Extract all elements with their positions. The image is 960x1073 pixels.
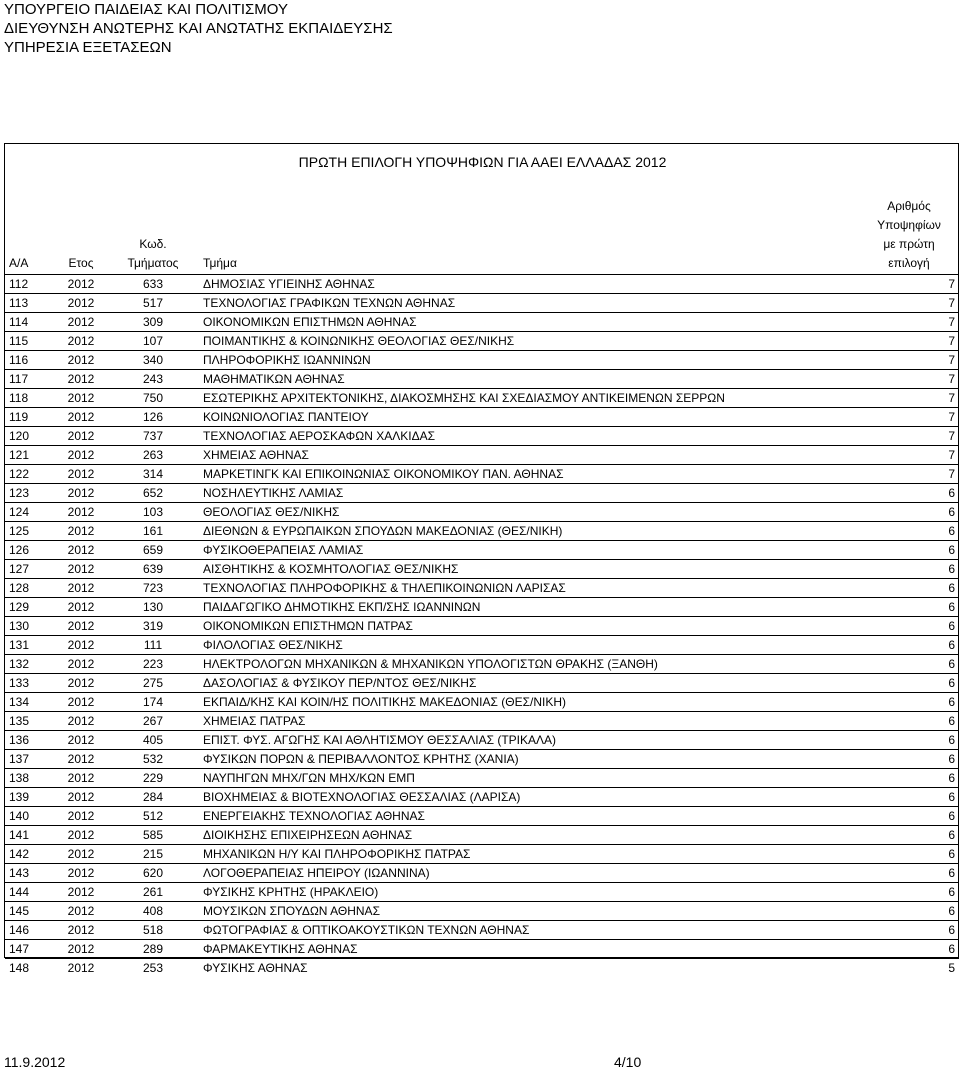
cell-count: 6: [859, 901, 959, 920]
cell-code: 289: [107, 939, 199, 958]
cell-aa: 117: [5, 369, 55, 388]
cell-year: 2012: [55, 369, 107, 388]
cell-year: 2012: [55, 350, 107, 369]
cell-code: 107: [107, 331, 199, 350]
cell-department: ΘΕΟΛΟΓΙΑΣ ΘΕΣ/ΝΙΚΗΣ: [199, 502, 859, 521]
cell-year: 2012: [55, 521, 107, 540]
cell-aa: 146: [5, 920, 55, 939]
cell-department: ΔΗΜΟΣΙΑΣ ΥΓΙΕΙΝΗΣ ΑΘΗΝΑΣ: [199, 274, 859, 293]
cell-count: 6: [859, 825, 959, 844]
table-row: [5, 806, 959, 825]
cell-year: 2012: [55, 635, 107, 654]
cell-count: 6: [859, 806, 959, 825]
cell-count: 7: [859, 426, 959, 445]
cell-code: 319: [107, 616, 199, 635]
table-row: [5, 901, 959, 920]
cell-department: ΛΟΓΟΘΕΡΑΠΕΙΑΣ ΗΠΕΙΡΟΥ (ΙΩΑΝΝΙΝΑ): [199, 863, 859, 882]
cell-year: 2012: [55, 882, 107, 901]
cell-count: 5: [948, 960, 955, 975]
cell-code: 737: [107, 426, 199, 445]
table-row: [5, 464, 959, 483]
cell-department: ΔΙΕΘΝΩΝ & ΕΥΡΩΠΑΙΚΩΝ ΣΠΟΥΔΩΝ ΜΑΚΕΔΟΝΙΑΣ (ΘΕΣ/ΝΙΚΗ): [199, 521, 859, 540]
table-row: [5, 616, 959, 635]
cell-year: 2012: [55, 559, 107, 578]
cell-code: 161: [107, 521, 199, 540]
cell-year: 2012: [55, 920, 107, 939]
cell-count: 7: [859, 388, 959, 407]
cell-code: 518: [107, 920, 199, 939]
cell-year: 2012: [55, 806, 107, 825]
cell-year: 2012: [55, 711, 107, 730]
cell-aa: 119: [5, 407, 55, 426]
header-year: Ετος: [55, 194, 107, 274]
table-row: [5, 711, 959, 730]
cell-code: 263: [107, 445, 199, 464]
table-row: [5, 521, 959, 540]
cell-year: 2012: [55, 616, 107, 635]
cell-code: 405: [107, 730, 199, 749]
table-row: [5, 578, 959, 597]
cell-department: ΦΥΣΙΚΟΘΕΡΑΠΕΙΑΣ ΛΑΜΙΑΣ: [199, 540, 859, 559]
cell-count: 7: [859, 350, 959, 369]
cell-code: 309: [107, 312, 199, 331]
cell-aa: 137: [5, 749, 55, 768]
cell-department: ΦΥΣΙΚΗΣ ΑΘΗΝΑΣ: [203, 960, 308, 975]
cell-code: 750: [107, 388, 199, 407]
header-count-line3: με πρώτη: [883, 236, 935, 251]
cell-count: 6: [859, 787, 959, 806]
cell-aa: 129: [5, 597, 55, 616]
cell-count: 6: [859, 882, 959, 901]
cell-year: 2012: [55, 825, 107, 844]
cell-department: ΔΑΣΟΛΟΓΙΑΣ & ΦΥΣΙΚΟΥ ΠΕΡ/ΝΤΟΣ ΘΕΣ/ΝΙΚΗΣ: [199, 673, 859, 692]
cell-department: ΦΙΛΟΛΟΓΙΑΣ ΘΕΣ/ΝΙΚΗΣ: [199, 635, 859, 654]
table-row: [5, 844, 959, 863]
cell-department: ΠΑΙΔΑΓΩΓΙΚΟ ΔΗΜΟΤΙΚΗΣ ΕΚΠ/ΣΗΣ ΙΩΑΝΝΙΝΩΝ: [199, 597, 859, 616]
cell-department: ΠΛΗΡΟΦΟΡΙΚΗΣ ΙΩΑΝΝΙΝΩΝ: [199, 350, 859, 369]
cell-department: ΕΠΙΣΤ. ΦΥΣ. ΑΓΩΓΗΣ ΚΑΙ ΑΘΛΗΤΙΣΜΟΥ ΘΕΣΣΑΛΙΑΣ (ΤΡΙΚΑΛΑ): [199, 730, 859, 749]
cell-code: 652: [107, 483, 199, 502]
cell-code: 223: [107, 654, 199, 673]
cell-aa: 142: [5, 844, 55, 863]
cell-aa: 148: [9, 960, 30, 975]
cell-code: 215: [107, 844, 199, 863]
cell-department: ΝΑΥΠΗΓΩΝ ΜΗΧ/ΓΩΝ ΜΗΧ/ΚΩΝ ΕΜΠ: [199, 768, 859, 787]
table-row: [5, 312, 959, 331]
cell-code: 267: [107, 711, 199, 730]
cell-aa: 135: [5, 711, 55, 730]
cell-year: 2012: [55, 483, 107, 502]
table-row: [5, 274, 959, 293]
cell-aa: 122: [5, 464, 55, 483]
cell-aa: 141: [5, 825, 55, 844]
table-row: [5, 939, 959, 958]
cell-count: 7: [859, 331, 959, 350]
table-row: [5, 293, 959, 312]
table-row: [5, 673, 959, 692]
cell-count: 6: [859, 578, 959, 597]
cell-department: ΦΥΣΙΚΗΣ ΚΡΗΤΗΣ (ΗΡΑΚΛΕΙΟ): [199, 882, 859, 901]
table-row: [5, 597, 959, 616]
cell-code: 253: [142, 960, 164, 975]
cell-code: 723: [107, 578, 199, 597]
cell-code: 261: [107, 882, 199, 901]
table-row: [5, 502, 959, 521]
cell-year: 2012: [55, 578, 107, 597]
service-name: ΥΠΗΡΕΣΙΑ ΕΞΕΤΑΣΕΩΝ: [4, 39, 172, 56]
table-row: [5, 350, 959, 369]
cell-department: ΝΟΣΗΛΕΥΤΙΚΗΣ ΛΑΜΙΑΣ: [199, 483, 859, 502]
cell-year: 2012: [55, 654, 107, 673]
cell-code: 126: [107, 407, 199, 426]
cell-department: ΧΗΜΕΙΑΣ ΠΑΤΡΑΣ: [199, 711, 859, 730]
cell-count: 6: [859, 939, 959, 958]
cell-count: 7: [859, 407, 959, 426]
header-count-line4: επιλογή: [888, 255, 930, 270]
cell-code: 620: [107, 863, 199, 882]
cell-department: ΕΣΩΤΕΡΙΚΗΣ ΑΡΧΙΤΕΚΤΟΝΙΚΗΣ, ΔΙΑΚΟΣΜΗΣΗΣ ΚΑΙ ΣΧΕΔΙΑΣΜΟΥ ΑΝΤΙΚΕΙΜΕΝΩΝ ΣΕΡΡΩΝ: [199, 388, 859, 407]
cell-year: 2012: [55, 426, 107, 445]
cell-count: 6: [859, 673, 959, 692]
table-body: [5, 274, 959, 977]
cell-aa: 128: [5, 578, 55, 597]
cell-code: 130: [107, 597, 199, 616]
cell-aa: 138: [5, 768, 55, 787]
cell-year: 2012: [55, 673, 107, 692]
cell-year: 2012: [55, 274, 107, 293]
cell-count: 6: [859, 597, 959, 616]
cell-aa: 136: [5, 730, 55, 749]
table-row: [5, 730, 959, 749]
cell-year: 2012: [55, 901, 107, 920]
results-table: [5, 194, 959, 977]
cell-department: ΤΕΧΝΟΛΟΓΙΑΣ ΠΛΗΡΟΦΟΡΙΚΗΣ & ΤΗΛΕΠΙΚΟΙΝΩΝΙΩΝ ΛΑΡΙΣΑΣ: [199, 578, 859, 597]
cell-count: 6: [859, 654, 959, 673]
ministry-name: ΥΠΟΥΡΓΕΙΟ ΠΑΙΔΕΙΑΣ ΚΑΙ ΠΟΛΙΤΙΣΜΟΥ: [4, 1, 288, 18]
cell-year: 2012: [55, 312, 107, 331]
header-aa: Α/Α: [5, 194, 55, 274]
cell-code: 103: [107, 502, 199, 521]
cell-department: ΤΕΧΝΟΛΟΓΙΑΣ ΑΕΡΟΣΚΑΦΩΝ ΧΑΛΚΙΔΑΣ: [199, 426, 859, 445]
cell-year: 2012: [55, 464, 107, 483]
header-count-line1: Αριθμός: [887, 198, 931, 213]
cell-year: 2012: [55, 730, 107, 749]
cell-code: 512: [107, 806, 199, 825]
cell-aa: 145: [5, 901, 55, 920]
table-row: [5, 882, 959, 901]
cell-code: 517: [107, 293, 199, 312]
cell-department: ΧΗΜΕΙΑΣ ΑΘΗΝΑΣ: [199, 445, 859, 464]
header-department: Τμήμα: [199, 194, 859, 274]
cell-code: 314: [107, 464, 199, 483]
cell-department: ΤΕΧΝΟΛΟΓΙΑΣ ΓΡΑΦΙΚΩΝ ΤΕΧΝΩΝ ΑΘΗΝΑΣ: [199, 293, 859, 312]
cell-aa: 116: [5, 350, 55, 369]
footer-date: 11.9.2012: [4, 1054, 66, 1070]
cell-count: 7: [859, 312, 959, 331]
cell-year: 2012: [55, 597, 107, 616]
header-count: [859, 194, 959, 274]
cell-year: 2012: [55, 540, 107, 559]
cell-department: ΑΙΣΘΗΤΙΚΗΣ & ΚΟΣΜΗΤΟΛΟΓΙΑΣ ΘΕΣ/ΝΙΚΗΣ: [199, 559, 859, 578]
cell-code: 532: [107, 749, 199, 768]
cell-aa: 120: [5, 426, 55, 445]
cell-year: 2012: [67, 960, 95, 975]
table-row: [5, 407, 959, 426]
cell-code: 275: [107, 673, 199, 692]
cell-year: 2012: [55, 502, 107, 521]
table-row: [5, 559, 959, 578]
cell-count: 6: [859, 863, 959, 882]
cell-count: 7: [859, 464, 959, 483]
cell-year: 2012: [55, 768, 107, 787]
cell-department: ΠΟΙΜΑΝΤΙΚΗΣ & ΚΟΙΝΩΝΙΚΗΣ ΘΕΟΛΟΓΙΑΣ ΘΕΣ/ΝΙΚΗΣ: [199, 331, 859, 350]
cell-count: 7: [859, 274, 959, 293]
table-row: [5, 635, 959, 654]
cell-aa: 130: [5, 616, 55, 635]
cell-aa: 133: [5, 673, 55, 692]
cell-count: 6: [859, 730, 959, 749]
cell-year: 2012: [55, 844, 107, 863]
cell-code: 585: [107, 825, 199, 844]
table-row: [5, 863, 959, 882]
org-header: [4, 0, 393, 57]
cell-aa: 125: [5, 521, 55, 540]
cell-aa: 143: [5, 863, 55, 882]
cell-year: 2012: [55, 388, 107, 407]
table-row: [5, 426, 959, 445]
header-code-line1: Κωδ.: [139, 236, 167, 251]
cell-aa: 118: [5, 388, 55, 407]
cell-aa: 139: [5, 787, 55, 806]
cell-year: 2012: [55, 445, 107, 464]
table-row: [5, 749, 959, 768]
cell-department: ΦΥΣΙΚΩΝ ΠΟΡΩΝ & ΠΕΡΙΒΑΛΛΟΝΤΟΣ ΚΡΗΤΗΣ (ΧΑΝΙΑ): [199, 749, 859, 768]
cell-aa: 113: [5, 293, 55, 312]
header-code-line2: Τμήματος: [127, 255, 179, 270]
cell-code: 408: [107, 901, 199, 920]
cell-department: ΕΚΠΑΙΔ/ΚΗΣ ΚΑΙ ΚΟΙΝ/ΗΣ ΠΟΛΙΤΙΚΗΣ ΜΑΚΕΔΟΝΙΑΣ (ΘΕΣ/ΝΙΚΗ): [199, 692, 859, 711]
cell-department: ΦΑΡΜΑΚΕΥΤΙΚΗΣ ΑΘΗΝΑΣ: [199, 939, 859, 958]
table-row: [5, 654, 959, 673]
cell-year: 2012: [55, 407, 107, 426]
cell-count: 7: [859, 445, 959, 464]
cell-aa: 127: [5, 559, 55, 578]
cell-department: ΜΑΘΗΜΑΤΙΚΩΝ ΑΘΗΝΑΣ: [199, 369, 859, 388]
cell-department: ΗΛΕΚΤΡΟΛΟΓΩΝ ΜΗΧΑΝΙΚΩΝ & ΜΗΧΑΝΙΚΩΝ ΥΠΟΛΟΓΙΣΤΩΝ ΘΡΑΚΗΣ (ΞΑΝΘΗ): [199, 654, 859, 673]
cell-code: 633: [107, 274, 199, 293]
cell-department: ΟΙΚΟΝΟΜΙΚΩΝ ΕΠΙΣΤΗΜΩΝ ΠΑΤΡΑΣ: [199, 616, 859, 635]
cell-department: ΦΩΤΟΓΡΑΦΙΑΣ & ΟΠΤΙΚΟΑΚΟΥΣΤΙΚΩΝ ΤΕΧΝΩΝ ΑΘΗΝΑΣ: [199, 920, 859, 939]
cell-year: 2012: [55, 692, 107, 711]
cell-count: 7: [859, 369, 959, 388]
cell-year: 2012: [55, 787, 107, 806]
cell-aa: 114: [5, 312, 55, 331]
table-row: [5, 768, 959, 787]
cell-aa: 140: [5, 806, 55, 825]
cell-department: ΟΙΚΟΝΟΜΙΚΩΝ ΕΠΙΣΤΗΜΩΝ ΑΘΗΝΑΣ: [199, 312, 859, 331]
cell-code: 340: [107, 350, 199, 369]
cell-code: 284: [107, 787, 199, 806]
table-row: [5, 787, 959, 806]
cell-count: 6: [859, 502, 959, 521]
cell-code: 229: [107, 768, 199, 787]
table-row: [5, 920, 959, 939]
cell-year: 2012: [55, 331, 107, 350]
header-code: [107, 194, 199, 274]
table-row: [5, 540, 959, 559]
table-row: [5, 958, 959, 977]
table-row: [5, 331, 959, 350]
table-row: [5, 445, 959, 464]
table-row: [5, 825, 959, 844]
directorate-name: ΔΙΕΥΘΥΝΣΗ ΑΝΩΤΕΡΗΣ ΚΑΙ ΑΝΩΤΑΤΗΣ ΕΚΠΑΙΔΕΥΣΗΣ: [4, 20, 393, 37]
cell-aa: 147: [5, 939, 55, 958]
cell-count: 6: [859, 749, 959, 768]
footer-page-number: 4/10: [614, 1054, 642, 1070]
cell-code: 639: [107, 559, 199, 578]
report-title: ΠΡΩΤΗ ΕΠΙΛΟΓΗ ΥΠΟΨΗΦΙΩΝ ΓΙΑ ΑΑΕΙ ΕΛΛΑΔΑΣ 2012: [298, 154, 667, 170]
cell-code: 174: [107, 692, 199, 711]
cell-aa: 134: [5, 692, 55, 711]
table-row: [5, 692, 959, 711]
cell-aa: 144: [5, 882, 55, 901]
results-sheet: [4, 143, 959, 975]
table-row: [5, 388, 959, 407]
cell-department: ΚΟΙΝΩΝΙΟΛΟΓΙΑΣ ΠΑΝΤΕΙΟΥ: [199, 407, 859, 426]
cell-department: ΔΙΟΙΚΗΣΗΣ ΕΠΙΧΕΙΡΗΣΕΩΝ ΑΘΗΝΑΣ: [199, 825, 859, 844]
cell-department: ΜΑΡΚΕΤΙΝΓΚ ΚΑΙ ΕΠΙΚΟΙΝΩΝΙΑΣ ΟΙΚΟΝΟΜΙΚΟΥ ΠΑΝ. ΑΘΗΝΑΣ: [199, 464, 859, 483]
cell-count: 6: [859, 559, 959, 578]
cell-count: 6: [859, 768, 959, 787]
cell-department: ΕΝΕΡΓΕΙΑΚΗΣ ΤΕΧΝΟΛΟΓΙΑΣ ΑΘΗΝΑΣ: [199, 806, 859, 825]
cell-count: 6: [859, 616, 959, 635]
cell-code: 659: [107, 540, 199, 559]
cell-count: 6: [859, 920, 959, 939]
cell-aa: 126: [5, 540, 55, 559]
cell-year: 2012: [55, 293, 107, 312]
cell-year: 2012: [55, 939, 107, 958]
cell-department: ΜΗΧΑΝΙΚΩΝ Η/Υ ΚΑΙ ΠΛΗΡΟΦΟΡΙΚΗΣ ΠΑΤΡΑΣ: [199, 844, 859, 863]
cell-aa: 112: [5, 274, 55, 293]
cell-count: 6: [859, 711, 959, 730]
cell-department: ΒΙΟΧΗΜΕΙΑΣ & ΒΙΟΤΕΧΝΟΛΟΓΙΑΣ ΘΕΣΣΑΛΙΑΣ (ΛΑΡΙΣΑ): [199, 787, 859, 806]
cell-aa: 123: [5, 483, 55, 502]
cell-code: 243: [107, 369, 199, 388]
table-row: [5, 483, 959, 502]
cell-year: 2012: [55, 863, 107, 882]
cell-department: ΜΟΥΣΙΚΩΝ ΣΠΟΥΔΩΝ ΑΘΗΝΑΣ: [199, 901, 859, 920]
cell-aa: 115: [5, 331, 55, 350]
cell-count: 6: [859, 540, 959, 559]
cell-count: 6: [859, 692, 959, 711]
cell-aa: 131: [5, 635, 55, 654]
header-count-line2: Υποψηφίων: [877, 217, 941, 232]
cell-code: 111: [107, 635, 199, 654]
cell-aa: 124: [5, 502, 55, 521]
cell-aa: 121: [5, 445, 55, 464]
cell-count: 7: [859, 293, 959, 312]
table-header-row: [5, 194, 959, 274]
cell-count: 6: [859, 521, 959, 540]
cell-count: 6: [859, 635, 959, 654]
cell-count: 6: [859, 844, 959, 863]
cell-year: 2012: [55, 749, 107, 768]
cell-count: 6: [859, 483, 959, 502]
table-row: [5, 369, 959, 388]
cell-aa: 132: [5, 654, 55, 673]
